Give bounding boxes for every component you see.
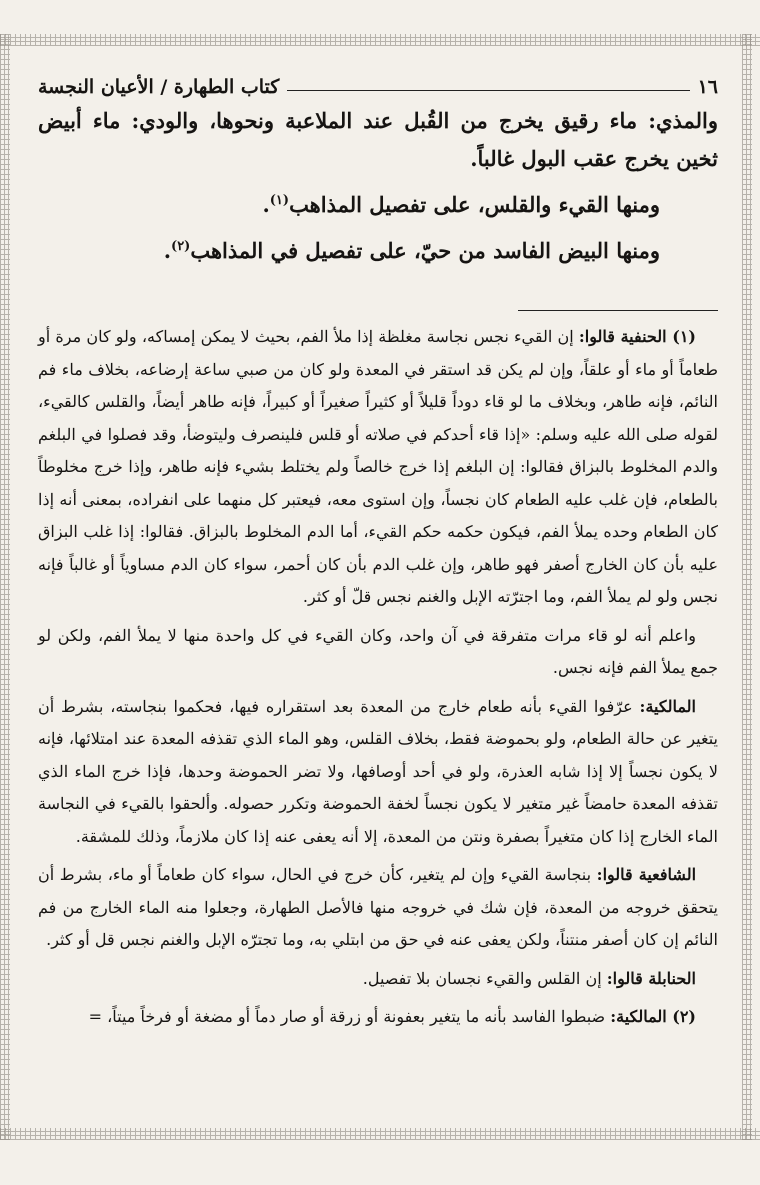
footnote-2-maliki: (٢) المالكية: ضبطوا الفاسد بأنه ما يتغير بعفونة أو زرقة أو صار دماً أو مضغة أو فرخاً ميتاً، = xyxy=(88,1007,696,1026)
ornamental-border-right xyxy=(742,34,752,1140)
footnotes xyxy=(38,321,718,1034)
running-header xyxy=(38,72,718,102)
page-number: ١٦ xyxy=(697,76,718,98)
footnote-1-hanbali: الحنابلة قالوا: إن القلس والقيء نجسان بلا تفصيل. xyxy=(362,968,696,988)
page-content xyxy=(38,72,718,1040)
footnote-1-maliki: المالكية: عرّفوا القيء بأنه طعام خارج من المعدة بعد استقراره فيها، فحكموا بنجاسته، بشرط أن يتغير عن حالة الطعام، ولو بحموضة فقط، بخلاف القلس، وهو الماء الذي تقذفه المعدة عند امتلائها، فإنه لا يكون نجساً إلا إذا شابه العذرة، ولو في أحد أوصافها، ولا تضر الحموضة وحدها، فإذا خرج الماء الذي تقذفه المعدة حامضاً غير متغير لا يكون نجساً لخفة الحموضة وتكرر حصوله. وألحقوا بالقيء في النجاسة الماء الخارج إذا كان متغيراً بصفرة ونتن من المعدة، إلا أنه يعفى عنه إذا كان ملازماً، وذلك للمشقة. xyxy=(38,696,718,846)
ornamental-border-left xyxy=(0,34,10,1140)
chapter-title: كتاب الطهارة / الأعيان النجسة xyxy=(38,76,280,98)
main-paragraph-vomit: ومنها القيء والقلس، على تفصيل المذاهب$^{(١)}$. xyxy=(262,192,660,217)
main-text xyxy=(38,102,718,270)
footnote-ref-1[interactable]: (١) xyxy=(269,193,290,208)
ornamental-border-bottom xyxy=(0,1128,760,1140)
ornamental-border-top xyxy=(0,34,760,46)
main-paragraph-madhi: والمذي: ماء رقيق يخرج من القُبل عند الملاعبة ونحوها، والودي: ماء أبيض ثخين يخرج عقب البول غالباً. xyxy=(38,108,718,171)
footnote-1-hanafi: (١) الحنفية قالوا: إن القيء نجس نجاسة مغلظة إذا ملأ الفم، بحيث لا يمكن إمساكه، ولو كان مرة أو طعاماً أو ماء أو علقاً، وإن لم يكن قد استقر في المعدة ولو كان من صبي ساعة إرضاعه، بخلاف ماء فم النائم، فإنه طاهر، وبخلاف ما لو قاء دوداً قليلاً أو كثيراً صغيراً أو كبيراً، فإنه طاهر أيضاً، والقلس كالقيء، لقوله صلى الله عليه وسلم: «إذا قاء أحدكم في صلاته أو قلس فلينصرف وليتوضأ، وقد فصلوا في البلغم والدم المخلوط بالبزاق فقالوا: إن البلغم إذا خرج خالصاً ولم يختلط بشيء فإنه طاهر، وإذا خرج مخلوطاً بالطعام، فإن غلب عليه الطعام كان نجساً، وإن استوى معه، فيعتبر كل منهما على انفراده، بمعنى أنه إذا كان الطعام وحده يملأ الفم، فيكون حكمه حكم القيء، أما الدم المخلوط بالبزاق. فقالوا: إذا غلب البزاق عليه بأن كان الخارج أصفر فهو طاهر، وإن غلب الدم بأن كان أحمر، سواء كان الدم مساوياً أو غالباً فإنه نجس ولو لم يملأ الفم، وما اجترّته الإبل والغنم نجس قلّ أو كثر. xyxy=(38,327,719,606)
footnote-1-shafii: الشافعية قالوا: بنجاسة القيء وإن لم يتغير، كأن خرج في الحال، سواء كان طعاماً أو ماء، بشرط أن يتحقق خروجه من المعدة، فإن شك في خروجه منها فالأصل الطهارة، وجعلوا منه الماء الخارج من فم النائم إن كان أصفر منتناً، ولكن يعفى عنه في حق من ابتلي به، وما تجترّه الإبل والغنم نجس قل أو كثر. xyxy=(38,865,718,949)
header-rule xyxy=(287,90,689,91)
main-paragraph-egg: ومنها البيض الفاسد من حيّ، على تفصيل في المذاهب$^{(٢)}$. xyxy=(163,238,660,263)
footnote-ref-2[interactable]: (٢) xyxy=(171,239,191,254)
footnote-1-note: واعلم أنه لو قاء مرات متفرقة في آن واحد، وكان القيء في كل واحدة منها لا يملأ الفم، ولكن لو جمع يملأ الفم فإنه نجس. xyxy=(38,625,718,677)
footnote-separator xyxy=(518,310,718,311)
